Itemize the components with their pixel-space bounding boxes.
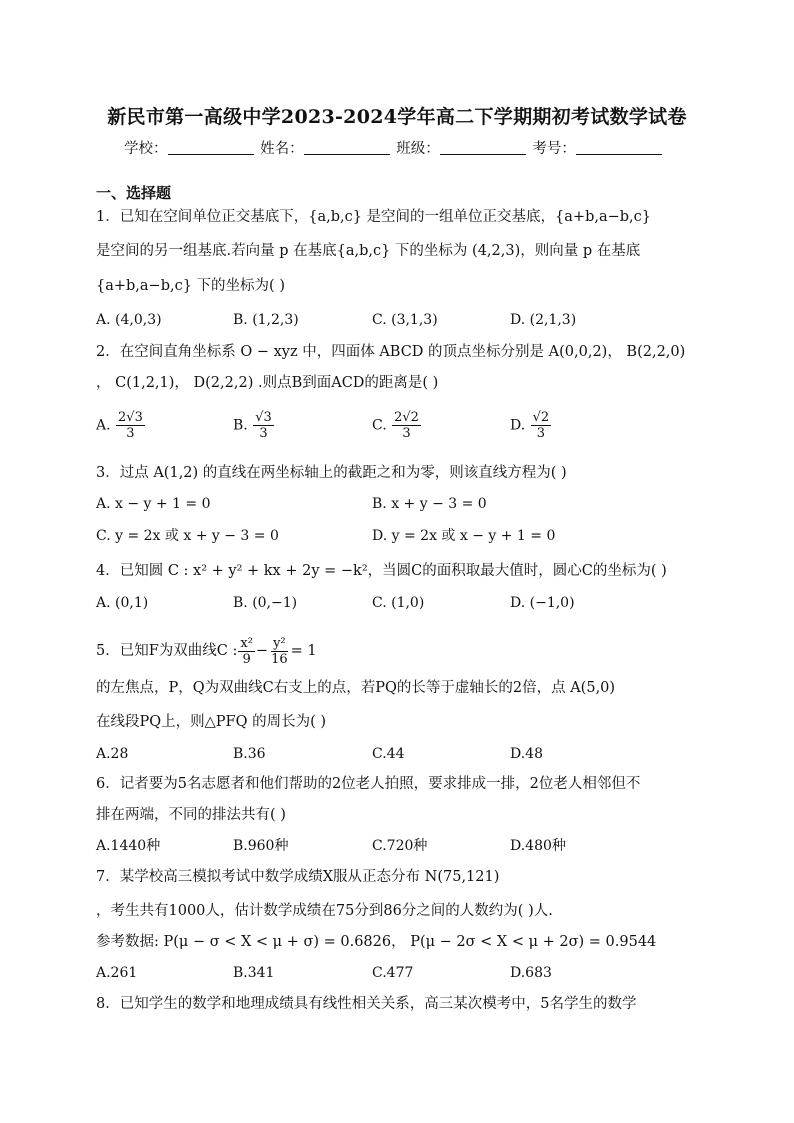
- q5-option-d[interactable]: D.48: [510, 746, 543, 762]
- q5-option-c[interactable]: C.44: [372, 746, 405, 762]
- q2-line-2: ， C(1,2,1)， D(2,2,2) .则点B到面ACD的距离是( ): [96, 375, 439, 391]
- q7-option-b[interactable]: B.341: [233, 965, 275, 981]
- q4-option-d[interactable]: D. (−1,0): [510, 595, 575, 611]
- q2-option-a[interactable]: [96, 410, 146, 441]
- q2-option-b-label: B.: [233, 417, 248, 434]
- q2-a-numerator: 2√3: [118, 410, 143, 425]
- q6-line-2: 排在两端，不同的排法共有( ): [96, 807, 286, 823]
- q6-option-a[interactable]: A.1440种: [96, 838, 161, 854]
- q7-line-3: 参考数据: P(μ − σ < X < μ + σ) = 0.6826， P(μ − 2σ < X < μ + 2σ) = 0.9544: [96, 934, 657, 950]
- q4-option-a[interactable]: A. (0,1): [96, 595, 149, 611]
- name-blank[interactable]: [304, 140, 390, 155]
- q2-option-d-fraction: [531, 410, 552, 441]
- q1-option-c[interactable]: C. (3,1,3): [372, 312, 438, 328]
- q2-option-a-fraction: [116, 410, 145, 441]
- q2-option-c-label: C.: [372, 417, 387, 434]
- q2-b-numerator: √3: [255, 410, 272, 425]
- q5-fraction-y: [269, 636, 290, 667]
- number-label: 考号：: [532, 141, 576, 157]
- q2-option-c-fraction: [392, 410, 421, 441]
- q2-d-numerator: √2: [532, 410, 550, 425]
- q2-option-b[interactable]: [233, 410, 275, 441]
- school-label: 学校：: [124, 141, 168, 157]
- q2-d-denominator: 3: [536, 426, 546, 441]
- q3-option-b[interactable]: B. x + y − 3 = 0: [372, 496, 487, 512]
- q3-option-a[interactable]: A. x − y + 1 = 0: [96, 496, 211, 512]
- q2-option-b-fraction: [253, 410, 274, 441]
- q5-line-2: 的左焦点，P，Q为双曲线C右支上的点，若PQ的长等于虚轴长的2倍，点 A(5,0): [96, 680, 616, 696]
- q1-option-b[interactable]: B. (1,2,3): [233, 312, 299, 328]
- q2-option-d[interactable]: [510, 410, 552, 441]
- q1-option-d[interactable]: D. (2,1,3): [510, 312, 577, 328]
- q1-line-2: 是空间的另一组基底.若向量 p 在基底{a,b,c} 下的坐标为 (4,2,3)，则向量 p 在基底: [96, 243, 641, 259]
- q5-fraction-x: [238, 636, 255, 667]
- q3-line-1: 3．过点 A(1,2) 的直线在两坐标轴上的截距之和为零，则该直线方程为( ): [96, 465, 567, 481]
- q3-option-d[interactable]: D. y = 2x 或 x − y + 1 = 0: [372, 528, 556, 544]
- q2-option-d-label: D.: [510, 417, 526, 434]
- q4-line-1: 4．已知圆 C : x² + y² + kx + 2y = −k²，当圆C的面积取最大值时，圆心C的坐标为( ): [96, 563, 667, 579]
- section-heading-choice: 一、选择题: [96, 184, 172, 202]
- q3-option-c[interactable]: C. y = 2x 或 x + y − 3 = 0: [96, 528, 279, 544]
- q4-option-c[interactable]: C. (1,0): [372, 595, 425, 611]
- q5-x-numerator: x²: [240, 635, 253, 651]
- q2-b-denominator: 3: [259, 426, 268, 441]
- q5-line-1: [96, 633, 317, 669]
- q5-x-denominator: 9: [242, 651, 251, 667]
- q5-y-denominator: 16: [271, 651, 288, 667]
- q1-option-a[interactable]: A. (4,0,3): [96, 312, 162, 328]
- q7-option-d[interactable]: D.683: [510, 965, 552, 981]
- q1-line-1: 1．已知在空间单位正交基底下，{a,b,c} 是空间的一组单位正交基底，{a+b,a−b,c}: [96, 209, 651, 225]
- q2-c-numerator: 2√2: [394, 410, 419, 425]
- q7-option-a[interactable]: A.261: [96, 965, 138, 981]
- q2-line-1: 2．在空间直角坐标系 O − xyz 中，四面体 ABCD 的顶点坐标分别是 A(0,0,2)， B(2,2,0): [96, 344, 686, 360]
- q5-minus: −: [255, 643, 269, 659]
- q5-option-a[interactable]: A.28: [96, 746, 129, 762]
- q5-line-1-post: = 1: [290, 643, 317, 659]
- q1-line-3: {a+b,a−b,c} 下的坐标为( ): [96, 278, 285, 294]
- q2-c-denominator: 3: [402, 426, 411, 441]
- q5-line-1-pre: 5．已知F为双曲线C :: [96, 643, 238, 659]
- q2-a-denominator: 3: [126, 426, 135, 441]
- q4-option-b[interactable]: B. (0,−1): [233, 595, 298, 611]
- q6-option-d[interactable]: D.480种: [510, 838, 566, 854]
- student-info-row: [124, 137, 664, 158]
- number-blank[interactable]: [576, 140, 662, 155]
- q7-option-c[interactable]: C.477: [372, 965, 414, 981]
- q8-line-1: 8．已知学生的数学和地理成绩具有线性相关关系，高三某次模考中，5名学生的数学: [96, 996, 637, 1012]
- exam-title: 新民市第一高级中学2023-2024学年高二下学期期初考试数学试卷: [107, 106, 687, 128]
- q5-option-b[interactable]: B.36: [233, 746, 266, 762]
- q6-option-b[interactable]: B.960种: [233, 838, 289, 854]
- q2-option-c[interactable]: [372, 410, 422, 441]
- q5-line-3: 在线段PQ上，则△PFQ 的周长为( ): [96, 714, 327, 730]
- q7-line-1: 7．某学校高三模拟考试中数学成绩X服从正态分布 N(75,121): [96, 869, 500, 885]
- q6-option-c[interactable]: C.720种: [372, 838, 428, 854]
- class-label: 班级：: [396, 141, 440, 157]
- q6-line-1: 6．记者要为5名志愿者和他们帮助的2位老人拍照，要求排成一排，2位老人相邻但不: [96, 776, 641, 792]
- class-blank[interactable]: [440, 140, 526, 155]
- q7-line-2: ，考生共有1000人，估计数学成绩在75分到86分之间的人数约为( )人.: [96, 903, 553, 919]
- q2-option-a-label: A.: [96, 417, 111, 434]
- q5-y-numerator: y²: [273, 635, 286, 651]
- name-label: 姓名：: [260, 141, 304, 157]
- school-blank[interactable]: [168, 140, 254, 155]
